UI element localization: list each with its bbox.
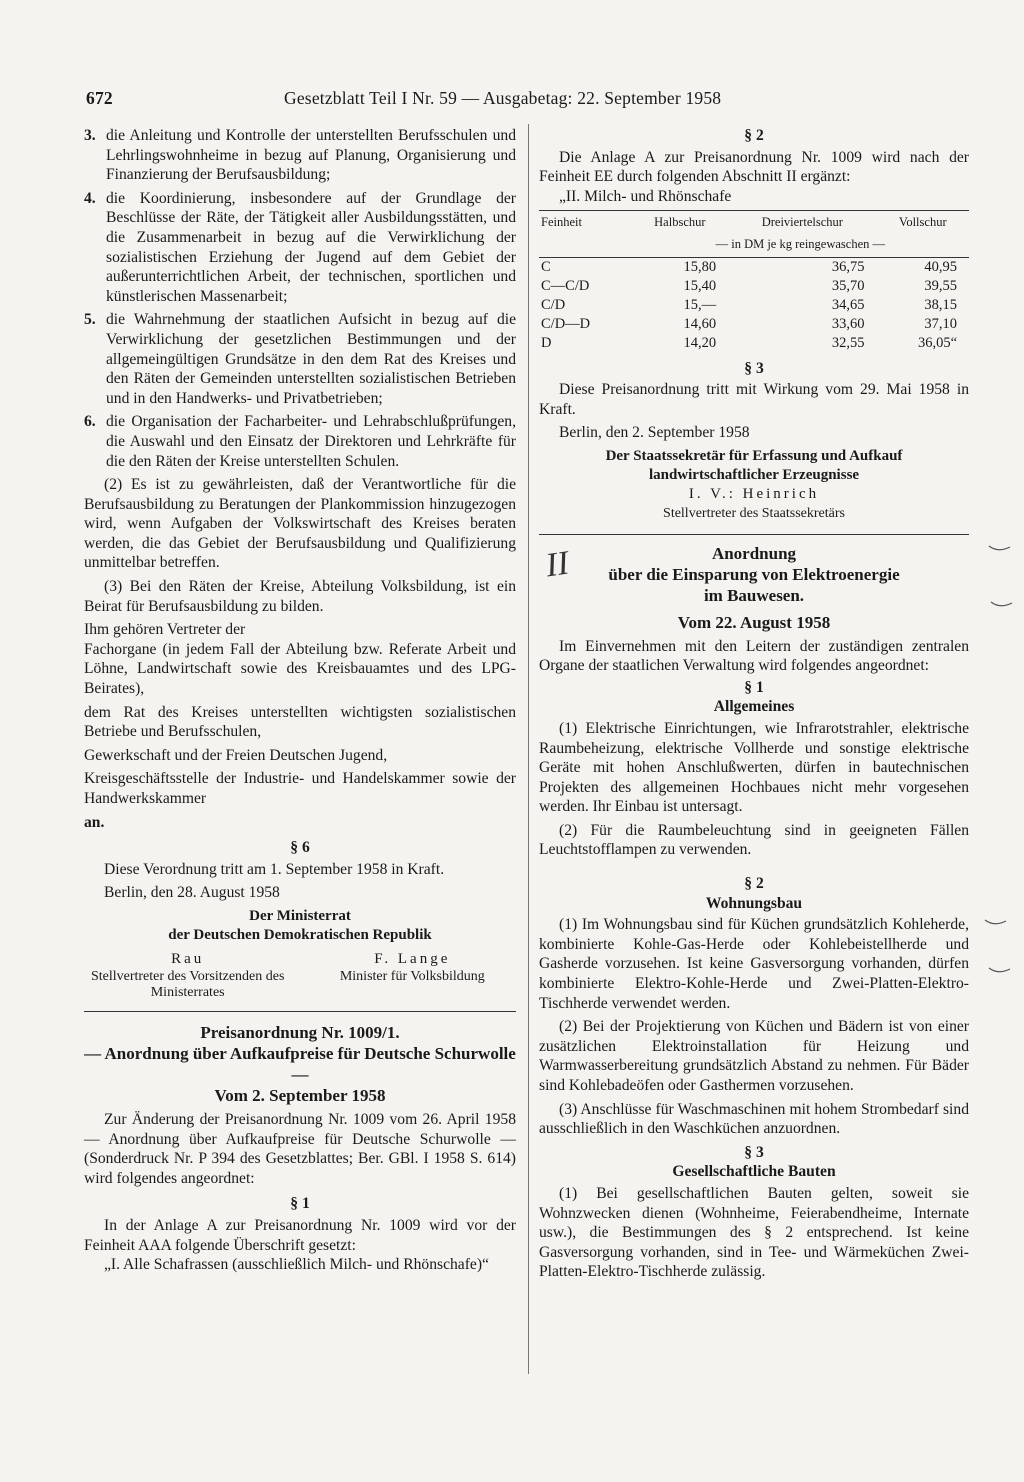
section-rule: [539, 534, 969, 535]
ao-intro: Im Einvernehmen mit den Leitern der zuständigen zentralen Organe der staatlichen Verwaltung wird folgendes angeordnet:: [539, 637, 969, 675]
item-number: 6.: [84, 413, 96, 431]
po-section-1-text: In der Anlage A zur Preisanordnung Nr. 1009 wird vor der Feinheit AAA folgende Überschrift gesetzt:: [84, 1216, 516, 1254]
list-item: [84, 126, 516, 185]
section-6-heading: § 6: [290, 839, 310, 857]
ao-subtitle-2: im Bauwesen.: [703, 585, 805, 605]
table-cell: 40,95: [924, 258, 957, 275]
org-line: der Deutschen Demokratischen Republik: [168, 926, 432, 943]
table-header: Feinheit: [539, 211, 632, 235]
signature-left: [84, 949, 291, 1001]
table-cell: 32,55: [831, 334, 865, 351]
table-cell: C/D—D: [541, 315, 591, 332]
section-rule: [84, 1011, 516, 1012]
table-subheader: — in DM je kg reingewaschen —: [632, 235, 969, 257]
table-header: Vollschur: [877, 211, 969, 235]
org-line: Der Staatssekretär für Erfassung und Aufkauf: [605, 447, 903, 464]
right-column: [539, 126, 969, 1286]
item-number: 3.: [84, 127, 96, 144]
table-header: Dreiviertelschur: [728, 211, 876, 235]
po-subtitle: — Anordnung über Aufkaufpreise für Deutsche Schurwolle —: [84, 1043, 516, 1084]
item-text: die Wahrnehmung der staatlichen Aufsicht in bezug auf die Verwirklichung der gesetzlichen Bestimmungen und der allgemeingültigen Grundsätze in den dem Rat des Kreises und den Räten der Gemeinden unterstellten sozialistischen Betrieben und in den Handwerks- und Privatbetrieben;: [106, 311, 516, 407]
ao-section-1-title: Allgemeines: [713, 698, 795, 716]
table-cell: 36,75: [831, 258, 865, 275]
paragraph-3: (3) Bei den Räten der Kreise, Abteilung Volksbildung, ist ein Beirat für Berufsausbildung zu bilden.: [84, 578, 516, 615]
ao-title: Anordnung: [711, 543, 797, 563]
members-end: an.: [84, 813, 105, 831]
signature-name: Rau: [171, 950, 205, 967]
section-2-quote: „II. Milch- und Rhönschafe: [559, 187, 732, 205]
signature-name: F. Lange: [374, 950, 451, 967]
ao-section-1: § 1: [744, 678, 764, 696]
margin-tick-icon: [988, 960, 1012, 979]
table-row: [539, 315, 969, 334]
signatory-org: [84, 907, 516, 945]
handwritten-mark: II: [543, 544, 572, 585]
list-item: [84, 189, 516, 307]
ao-section-3-p1: (1) Bei gesellschaftlichen Bauten gelten, soweit sie Wohnzwecken dienen (Wohnheime, Feierabendheime, Internate usw.), die Bestimmungen des § 2 entsprechend. Ist keine Gasversorgung vorhanden, sind in Tee- und Wärmeküchen Zwei-Platten-Elektro-Tischherde zulässig.: [539, 1184, 969, 1281]
item-number: 4.: [84, 189, 96, 207]
signature-title: Stellvertreter des Vorsitzenden des Ministerrates: [90, 968, 285, 1000]
section-2-text: Die Anlage A zur Preisanordnung Nr. 1009 wird nach der Feinheit EE durch folgenden Abschnitt II ergänzt:: [539, 148, 969, 186]
section-6-text: Diese Verordnung tritt am 1. September 1958 in Kraft.: [104, 860, 445, 878]
po-intro: Zur Änderung der Preisanordnung Nr. 1009 vom 26. April 1958 — Anordnung über Aufkaufpreise für Deutsche Schurwolle — (Sonderdruck Nr. P 394 des Gesetzblattes; Ber. GBl. I 1958 S. 614) wird folgendes angeordnet:: [84, 1110, 516, 1187]
table-cell: 14,20: [683, 334, 717, 351]
table-row: [539, 334, 969, 353]
table-cell: 36,05“: [917, 334, 957, 351]
column-divider: [528, 124, 529, 1374]
member-line: Gewerkschaft und der Freien Deutschen Jugend,: [84, 746, 388, 764]
page-number: 672: [86, 88, 113, 108]
signature-name: I. V.: Heinrich: [688, 485, 820, 502]
po-date: Vom 2. September 1958: [214, 1085, 386, 1105]
member-line: Kreisgeschäftsstelle der Industrie- und Handelskammer sowie der Handwerkskammer: [84, 770, 516, 807]
member-line: Fachorgane (in jedem Fall der Abteilung bzw. Referate Arbeit und Löhne, Landwirtschaft sowie des Kreisbauamtes und des LPG-Beirates),: [84, 640, 516, 698]
left-column: [84, 126, 516, 1275]
margin-tick-icon: [984, 912, 1008, 931]
section-2-heading: § 2: [744, 127, 764, 144]
margin-tick-icon: [990, 594, 1014, 613]
place-date: Berlin, den 2. September 1958: [559, 424, 750, 442]
ao-date: Vom 22. August 1958: [677, 612, 831, 632]
table-cell: 15,40: [683, 277, 717, 294]
table-cell: 38,15: [924, 296, 957, 313]
ao-section-1-p2: (2) Für die Raumbeleuchtung sind in geeigneten Fällen Leuchtstofflampen zu verwenden.: [539, 821, 969, 859]
table-cell: 39,55: [924, 277, 957, 294]
ao-section-2-title: Wohnungsbau: [705, 894, 803, 912]
signature-title: Minister für Volksbildung: [339, 968, 485, 984]
table-cell: 14,60: [683, 315, 717, 332]
signatory-org: [539, 447, 969, 485]
member-line: dem Rat des Kreises unterstellten wichtigsten sozialistischen Betriebe und Berufsschulen,: [84, 703, 516, 741]
list-item: [84, 310, 516, 408]
ao-section-2: § 2: [744, 875, 764, 893]
table-cell: C/D: [541, 296, 566, 313]
table-row: [539, 257, 969, 277]
table-cell: C—C/D: [541, 277, 590, 294]
table-cell: 34,65: [831, 296, 865, 313]
ao-section-2-p3: (3) Anschlüsse für Waschmaschinen mit hohem Strombedarf sind ausschließlich in den Waschküchen anzuordnen.: [539, 1100, 969, 1138]
table-header: Halbschur: [632, 211, 728, 235]
paragraph-2: (2) Es ist zu gewährleisten, daß der Verantwortliche für die Berufsausbildung zu Beratungen der Plankommission hinzugezogen wird, wenn Aufgaben der Volkswirtschaft des Kreises beraten werden, die das Gebiet der Berufsausbildung und Qualifizierung unmittelbar betreffen.: [84, 476, 516, 572]
margin-tick-icon: [988, 538, 1012, 557]
table-row: [539, 277, 969, 296]
table-cell: 15,—: [683, 296, 717, 313]
price-table: [539, 210, 969, 352]
org-line: Der Ministerrat: [249, 907, 351, 924]
ao-subtitle: über die Einsparung von Elektroenergie: [608, 564, 900, 584]
section-3-text: Diese Preisanordnung tritt mit Wirkung vom 29. Mai 1958 in Kraft.: [539, 381, 969, 418]
section-3-heading: § 3: [744, 359, 764, 377]
table-cell: 37,10: [924, 315, 957, 332]
list-item: [84, 412, 516, 471]
table-cell: C: [541, 258, 551, 275]
ao-section-3-title: Gesellschaftliche Bauten: [672, 1163, 836, 1181]
ao-section-2-p1: (1) Im Wohnungsbau sind für Küchen grundsätzlich Kohleherde, kombinierte Kohle-Gas-Herde oder Kohlebeistellherde und Gasherde vorzusehen. Ist keine Gasversorgung vorhanden, dürfen kombinierte Elektro-Kohle-Herde und Zwei-Platten-Elektro-Tischherde verwendet werden.: [539, 916, 969, 1012]
members-intro: Ihm gehören Vertreter der: [84, 621, 246, 639]
signature-title: Stellvertreter des Staatssekretärs: [663, 505, 845, 521]
signatures: [84, 949, 516, 1001]
table-cell: 35,70: [831, 277, 865, 294]
table-cell: 15,80: [683, 258, 717, 275]
ao-section-3: § 3: [744, 1143, 764, 1161]
ao-section-1-p1: (1) Elektrische Einrichtungen, wie Infrarotstrahler, elektrische Raumbeheizung, elektrische Vollherde und sonstige elektrische Geräte mit hohen Anschlußwerten, dürfen in bautechnischen Projekten des allgemeinen Hochbaues nicht mehr vorgesehen werden. Ihr Einbau ist untersagt.: [539, 719, 969, 816]
po-section-1-quote: „I. Alle Schafrassen (ausschließlich Milch- und Rhönschafe)“: [104, 1256, 489, 1274]
item-number: 5.: [84, 311, 96, 329]
item-text: die Organisation der Facharbeiter- und Lehrabschlußprüfungen, die Auswahl und den Einsatz der Direktoren und Lehrkräfte für die den Räten der Kreise unterstellten Schulen.: [106, 413, 516, 470]
place-date: Berlin, den 28. August 1958: [104, 884, 280, 902]
signature-right: [309, 949, 516, 1001]
table-cell: 33,60: [831, 315, 865, 332]
item-text: die Anleitung und Kontrolle der unterstellten Berufsschulen und Lehrlingswohnheime in bezug auf Planung, Organisierung und Finanzierung der Berufsausbildung;: [106, 127, 516, 184]
po-section-1: § 1: [290, 1195, 310, 1213]
header-title: Gesetzblatt Teil I Nr. 59 — Ausgabetag: 22. September 1958: [284, 88, 722, 108]
item-text: die Koordinierung, insbesondere auf der Grundlage der Beschlüsse der Räte, der Tätigkeit aller Ausbildungsstätten, und die Zusammenarbeit in bezug auf die Verwirklichung der sozialistischen Erziehung der Jugend auf dem Gebiet der außerunterrichtlichen Arbeit, der technischen, sportlichen und künstlerischen Massenarbeit;: [106, 189, 516, 305]
po-title: Preisanordnung Nr. 1009/1.: [200, 1022, 400, 1042]
table-cell: D: [541, 334, 552, 351]
org-line: landwirtschaftlicher Erzeugnisse: [648, 466, 860, 483]
ao-section-2-p2: (2) Bei der Projektierung von Küchen und Bädern ist von einer zusätzlichen Elektroinstallation für Heizung und Warmwasserbereitung grundsätzlich Abstand zu nehmen. Für Bäder sind Kohlebadeöfen oder Gasthermen vorzusehen.: [539, 1018, 969, 1094]
table-row: [539, 296, 969, 315]
